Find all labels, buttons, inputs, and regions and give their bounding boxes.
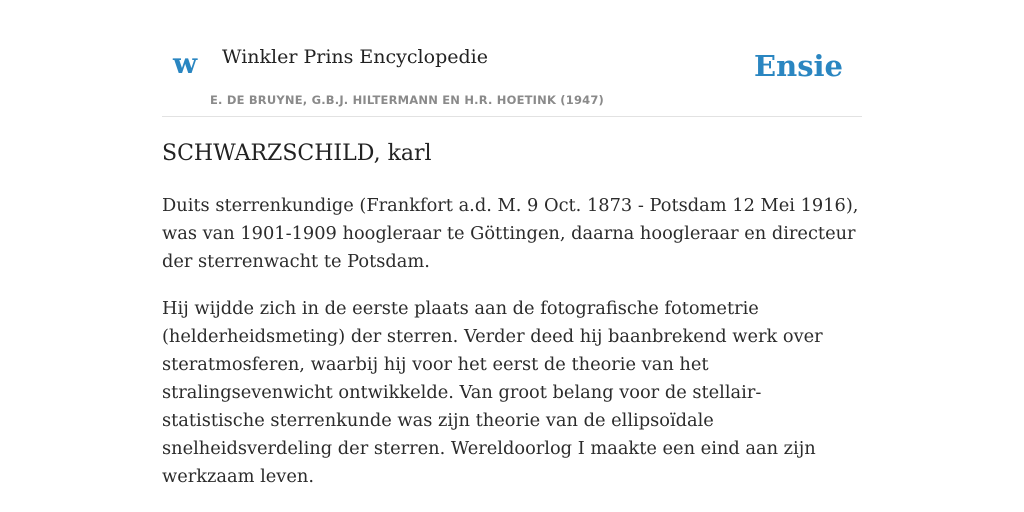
entry-paragraph: Duits sterrenkundige (Frankfort a.d. M. 9 Oct. 1873 - Potsdam 12 Mei 1916), was van 1901-1909 hoogleraar te Göttingen, daarna hoogleraar en directeur der sterrenwacht te Potsdam. [162,195,859,272]
encyclopedia-title[interactable]: Winkler Prins Encyclopedie [222,46,488,68]
entry-title: SCHWARZSCHILD, karl [162,141,432,166]
ensie-logo[interactable]: Ensie [754,49,843,83]
entry-body [162,192,862,510]
winkler-prins-logo[interactable]: w [173,47,198,80]
authors-line: E. DE BRUYNE, G.B.J. HILTERMANN EN H.R. HOETINK (1947) [210,93,605,107]
header [162,0,862,117]
entry-paragraph: Hij wijdde zich in de eerste plaats aan de fotografische fotometrie (helderheidsmeting) der sterren. Verder deed hij baanbrekend werk over steratmosferen, waarbij hij voor het eerst de theorie van het stralingsevenwicht ontwikkelde. Van groot belang voor de stellair-statistische sterrenkunde was zijn theorie van de ellipsoïdale snelheidsverdeling der sterren. Wereldoorlog I maakte een eind aan zijn werkzaam leven. [162,298,823,487]
